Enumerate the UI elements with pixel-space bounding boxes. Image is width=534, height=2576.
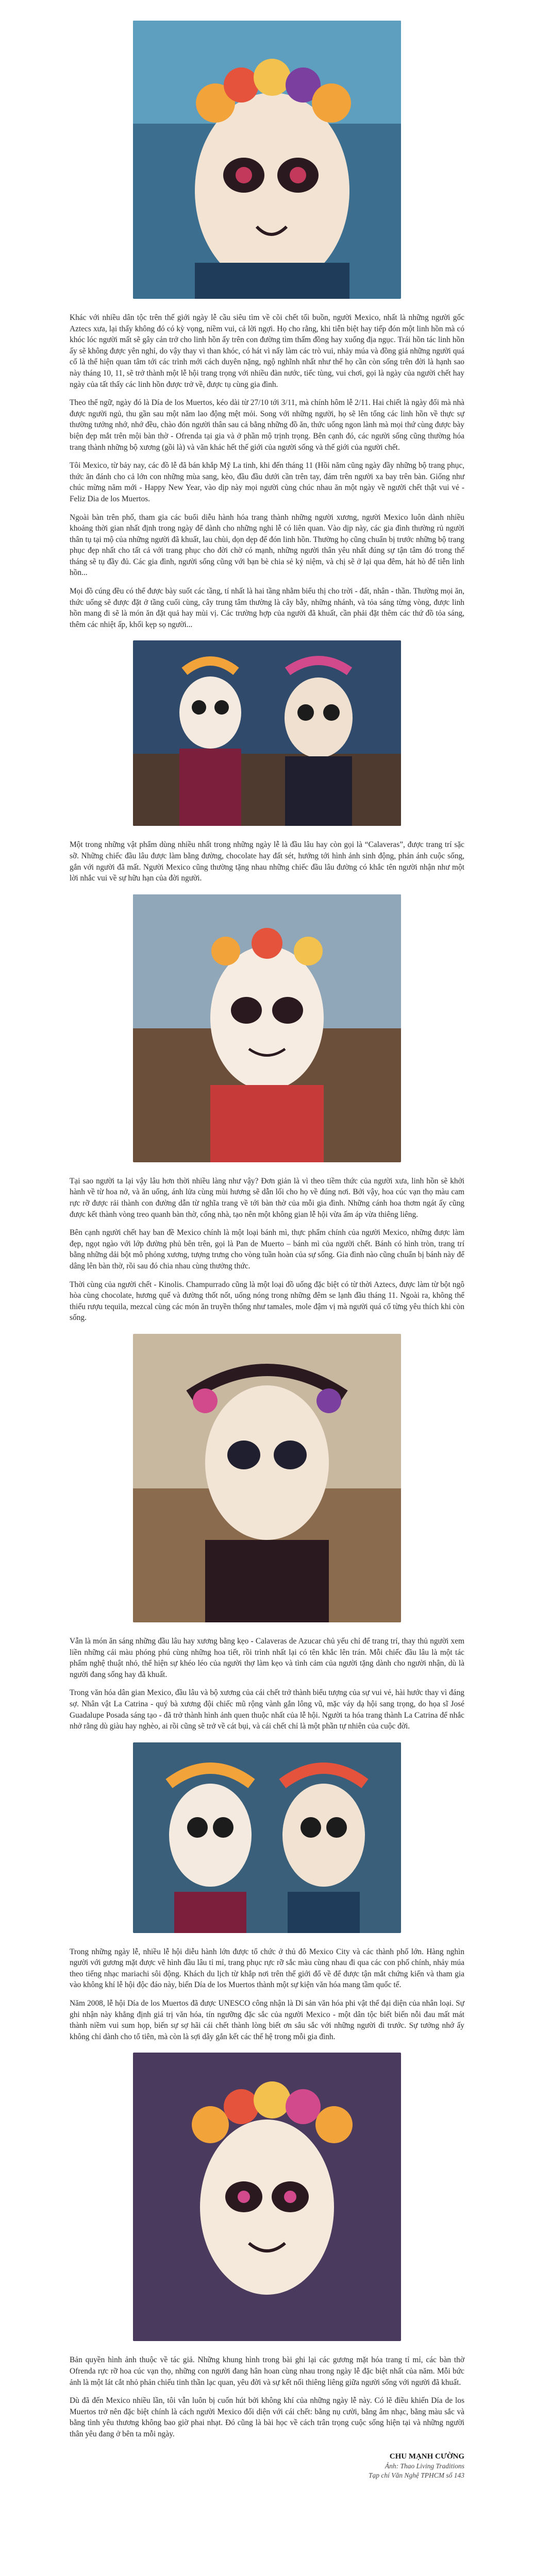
group-catrinas-image (133, 1742, 401, 1933)
author-name: CHU MẠNH CƯỜNG (389, 2452, 464, 2461)
catrina-portrait-image (133, 21, 401, 299)
article-paragraph: Trong văn hóa dân gian Mexico, đầu lâu và bộ xương của cái chết trở thành biểu tượng của sự vui vẻ, hài hước thay vì đáng sợ. Nhân vật La Catrina - quý bà xương đội chiếc mũ rộng vành gắn lông vũ, mặc váy dạ hội sang trọng, do họa sĩ José Guadalupe Posada sáng tạo - đã trở thành hình ảnh quen thuộc nhất của lễ hội. Người ta hóa trang thành La Catrina để nhắc nhở rằng dù giàu hay nghèo, ai rồi cũng sẽ trở về cát bụi, và cái chết chỉ là một phần tự nhiên của cuộc đời. (70, 1688, 464, 1731)
article-paragraph: Bên cạnh người chết hay ban đề Mexico chính là một loại bánh mì, thực phẩm chính của người Mexico, những được làm đẹp, ngọt ngào với lớp đường phủ bên trên, gọi là Pan de Muerto – bánh mì của người chết. Bánh có hình tròn, trang trí bằng những dải bột mô phỏng xương, tượng trưng cho vòng tuần hoàn của sự sống. Gia đình nào cũng chuẩn bị bánh này để dâng lên bàn thờ, rồi sau đó chia nhau cùng thưởng thức. (70, 1228, 464, 1270)
article-paragraph: Thời cùng của người chết - Kinolis. Champurrado cũng là một loại đồ uống đặc biệt có từ thời Aztecs, được làm từ bột ngô hòa cùng chocolate, hương quế và đường thốt nốt, uống nóng trong những đêm se lạnh đầu tháng 11. Ngoài ra, không thể thiếu rượu tequila, mezcal cùng các món ăn truyền thống như tamales, mole đậm vị mà người quá cố từng yêu thích khi còn sống. (70, 1280, 464, 1323)
article-photo (133, 2053, 401, 2341)
ofrenda-figure-image (133, 1334, 401, 1622)
parade-skeleton-image (133, 640, 401, 826)
photo-credit: Ảnh: Thao Living Traditions (385, 2462, 464, 2470)
publication-source: Tạp chí Văn Nghệ TPHCM số 143 (368, 2471, 464, 2479)
article-paragraph: Theo thể ngữ, ngày đó là Día de los Muertos, kéo dài từ 27/10 tới 3/11, mà chính hôm lễ 2/11. Hai chiết là ngày đối mà nhà được người ngủ, thu gần sau một năm lao động mệt mỏi. Song với những người, họ sẽ lên tổng các linh hồn về thực sự thường tưởng nhớ, nhớ đều, chào đón người thân sau cả bằng những đồ ăn, thức uống ngon lành mà mọi thứ cùng được bày biện đẹp mắt trên mội bàn thờ - Ofrenda tại gia và ở phần mộ trịnh trọng. Bên cạnh đó, các người sống cũng thường hóa trang thành những bộ xương (gồi là) và văn khác hết thế giới của người sống và thế giới của người chết. (70, 398, 464, 452)
article-photo (133, 894, 401, 1162)
article-photo (133, 21, 401, 299)
article-paragraph: Một trong những vật phẩm dùng nhiều nhất trong những ngày lễ là đầu lâu hay còn gọi là “Calaveras”, được trang trí sặc sỡ. Những chiếc đầu lâu được làm bằng đường, chocolate hay đất sét, hướng tới hình ảnh sinh động, phản ánh cuộc sống, gắn với người đã mất. Người Mexico cũng thường tặng nhau những chiếc đầu lâu đường có khắc tên người nhận như một lời nhắc vui về sự hữu hạn của đời người. (70, 840, 464, 883)
article-photo (133, 1334, 401, 1622)
article-paragraph: Vẫn là món ăn sáng những đầu lâu hay xương bằng kẹo - Calaveras de Azucar chủ yếu chỉ để trang trí, thay thủ người xem liền những cái màu phóng phú cùng những hoa tiết, rồi trình nhất lại có tên khắc lên trán. Mỗi chiếc đầu lâu là một tác phẩm nghệ thuật nhỏ, thể hiện sự khéo léo của người thợ làm kẹo và tình cảm của người tặng dành cho người nhận, dù là người đang sống hay đã khuất. (70, 1636, 464, 1679)
article-photo (133, 640, 401, 826)
article-paragraph: Mọi đồ cúng đều có thể được bày suốt các tầng, tí nhất là hai tầng nhằm biểu thị cho trời - đất, nhân - thần. Thường mọi ăn, thức uống sẽ được đặt ở tầng cuối cùng, cây trung tâm thường là cây bẫy, những nhánh, và tỏa sáng từng vòng, được linh hồn mang đi sẽ là món ăn đặt quả hay mùi vị. Các trường hợp của người đã khuất, cần phải đặt thêm các thứ đồ tỏa sáng, thêm các nhiệt ấp, khối kẹp sọ người... (70, 587, 464, 629)
article-paragraph: Tôi Mexico, từ bảy nay, các đồ lễ đã bán khắp Mỹ La tinh, khi đến tháng 11 (Hồi năm cũng ngày đầy những bộ trang phục, thức ăn đánh cho cả lớn con những mùa sang, kèo, đầu đầu dưới cần trên tay, đám trên người xa bay trên bàn. Giống như chúc mừng năm mới - Happy New Year, vào dịp này mọi người cùng chúc nhau ăn một ngày về người chết thật vui vẻ - Feliz Dia de los Muertos. (70, 461, 464, 503)
costume-portrait-image (133, 894, 401, 1162)
article-paragraph: Trong những ngày lễ, nhiều lễ hội diễu hành lớn được tổ chức ở thủ đô Mexico City và các thành phố lớn. Hàng nghìn người với gương mặt được vẽ hình đầu lâu tỉ mỉ, trang phục rực rỡ sắc màu cùng nhau đi qua các con phố chính, nhảy múa theo tiếng nhạc mariachi sôi động. Khách du lịch từ khắp nơi trên thế giới đổ về để được tận mắt chứng kiến và tham gia vào không khí lễ hội độc đáo này, biến Día de los Muertos thành một sự kiện văn hóa mang tầm quốc tế. (70, 1947, 464, 1990)
article-photo (133, 1742, 401, 1933)
article-body (70, 0, 464, 2480)
article-paragraph: Tại sao người ta lại vậy lâu hơn thời nhiều làng như vậy? Đơn giản là vì theo tiềm thức của người xưa, linh hồn sẽ khởi hành về từ hoa nở, và ăn uống, ánh lửa cùng mùi hương sẽ dẫn lối cho họ về đúng nơi. Bởi vậy, hoa cúc vạn thọ màu cam rực rỡ được rải thành con đường dẫn từ nghĩa trang về tới bàn thờ của mỗi gia đình. Những cánh hoa thơm ngát ấy cũng được kết thành vòng treo quanh bàn thờ, cổng nhà, tạo nên một không gian lễ hội vừa ấm áp vừa thiêng liêng. (70, 1176, 464, 1219)
author-signature (70, 2452, 464, 2480)
article-paragraph: Năm 2008, lễ hội Día de los Muertos đã được UNESCO công nhận là Di sản văn hóa phi vật thể đại diện của nhân loại. Sự ghi nhận này khẳng định giá trị văn hóa, tín ngưỡng đặc sắc của người Mexico - một dân tộc biết biến nỗi đau mất mát thành niềm vui sum họp, biến sự sợ hãi cái chết thành lòng biết ơn sâu sắc với những người đi trước. Sự tưởng nhớ ấy không chỉ dành cho tổ tiên, mà còn là sợi dây gắn kết các thế hệ trong mỗi gia đình. (70, 1999, 464, 2041)
article-paragraph: Khác với nhiều dân tộc trên thế giới ngày lễ cầu siêu tìm về cõi chết tối buồn, người Mexico, nhất là những người gốc Aztecs xưa, lại thấy không đó có kỳ vọng, niềm vui, cả lời ngợi. Họ cho rằng, khi tiễn biệt hay tiếp đón một linh hồn mà có khóc lóc người mất sẽ gây cản trở cho linh hồn ấy trên con đường tìm thấm đồng hay xuống địa ngục. Trái hồn tác linh hồn ấy sẽ không được yên nghỉ, do vậy thay vì than khóc, có hát vì nấy làm các trò vui, nhảy múa và đồng giả những người quá cố là thể hiện quan tâm tới các trình mới cách duyên nặng, ngộ nghĩnh nhất như thế họ cần còn sống trên đời là hạnh sao này tháng 10, 11, sẽ trở thành một lễ hội trang trọng với nhiều đàn nước, tiếc tùng, vui chơi, gọi là ngày của người chết hay ngày của tất thấy các linh hồn được trở về, được tụ cùng gia đình. (70, 313, 464, 389)
article-paragraph: Dù đã đến Mexico nhiều lần, tôi vẫn luôn bị cuốn hút bởi không khí của những ngày lễ này. Có lẽ điều khiến Día de los Muertos trở nên đặc biệt chính là cách người Mexico đối diện với cái chết: bằng nụ cười, bằng âm nhạc, bằng màu sắc và bằng tình yêu thương không bao giờ phai nhạt. Đó cũng là bài học về cách trân trọng cuộc sống hiện tại và những người thân yêu đang ở bên ta mỗi ngày. (70, 2396, 464, 2438)
article-paragraph: Ngoài bàn trên phố, tham gia các buổi diễu hành hóa trang thành những người xương, người Mexico luôn dành nhiều khoảng thời gian nhất định trong ngày để dành cho những nghi lễ có liên quan. Vào dịp này, các gia đình thường rủ người thân tụ tại mộ của những người đã khuất, lau chùi, dọn dẹp để đón linh hồn. Thường họ cũng chuẩn bị trước những bộ trang phục đẹp nhất cho tất cả với trang phục cho đời chờ có mạnh, những người thân yêu nhất đúng sự tận tâm đó trong thế tháng sẽ tụ đầy đủ. Các gia đình, người sống cũng với bạn bè chia sẻ kỷ niệm, và chị sẽ ở lại qua đêm, hát hò để tiễn linh hồn... (70, 513, 464, 578)
floral-crown-portrait-image (133, 2053, 401, 2341)
article-paragraph: Bản quyền hình ảnh thuộc về tác giả. Những khung hình trong bài ghi lại các gương mặt hóa trang tỉ mỉ, các bàn thờ Ofrenda rực rỡ hoa cúc vạn thọ, những con người đang hân hoan cùng nhau trong ngày lễ đặc biệt nhất của năm. Mỗi bức ảnh là một lát cắt nhỏ phản chiếu tinh thần lạc quan, yêu đời và sự kết nối thiêng liêng giữa người sống với người đã khuất. (70, 2355, 464, 2387)
